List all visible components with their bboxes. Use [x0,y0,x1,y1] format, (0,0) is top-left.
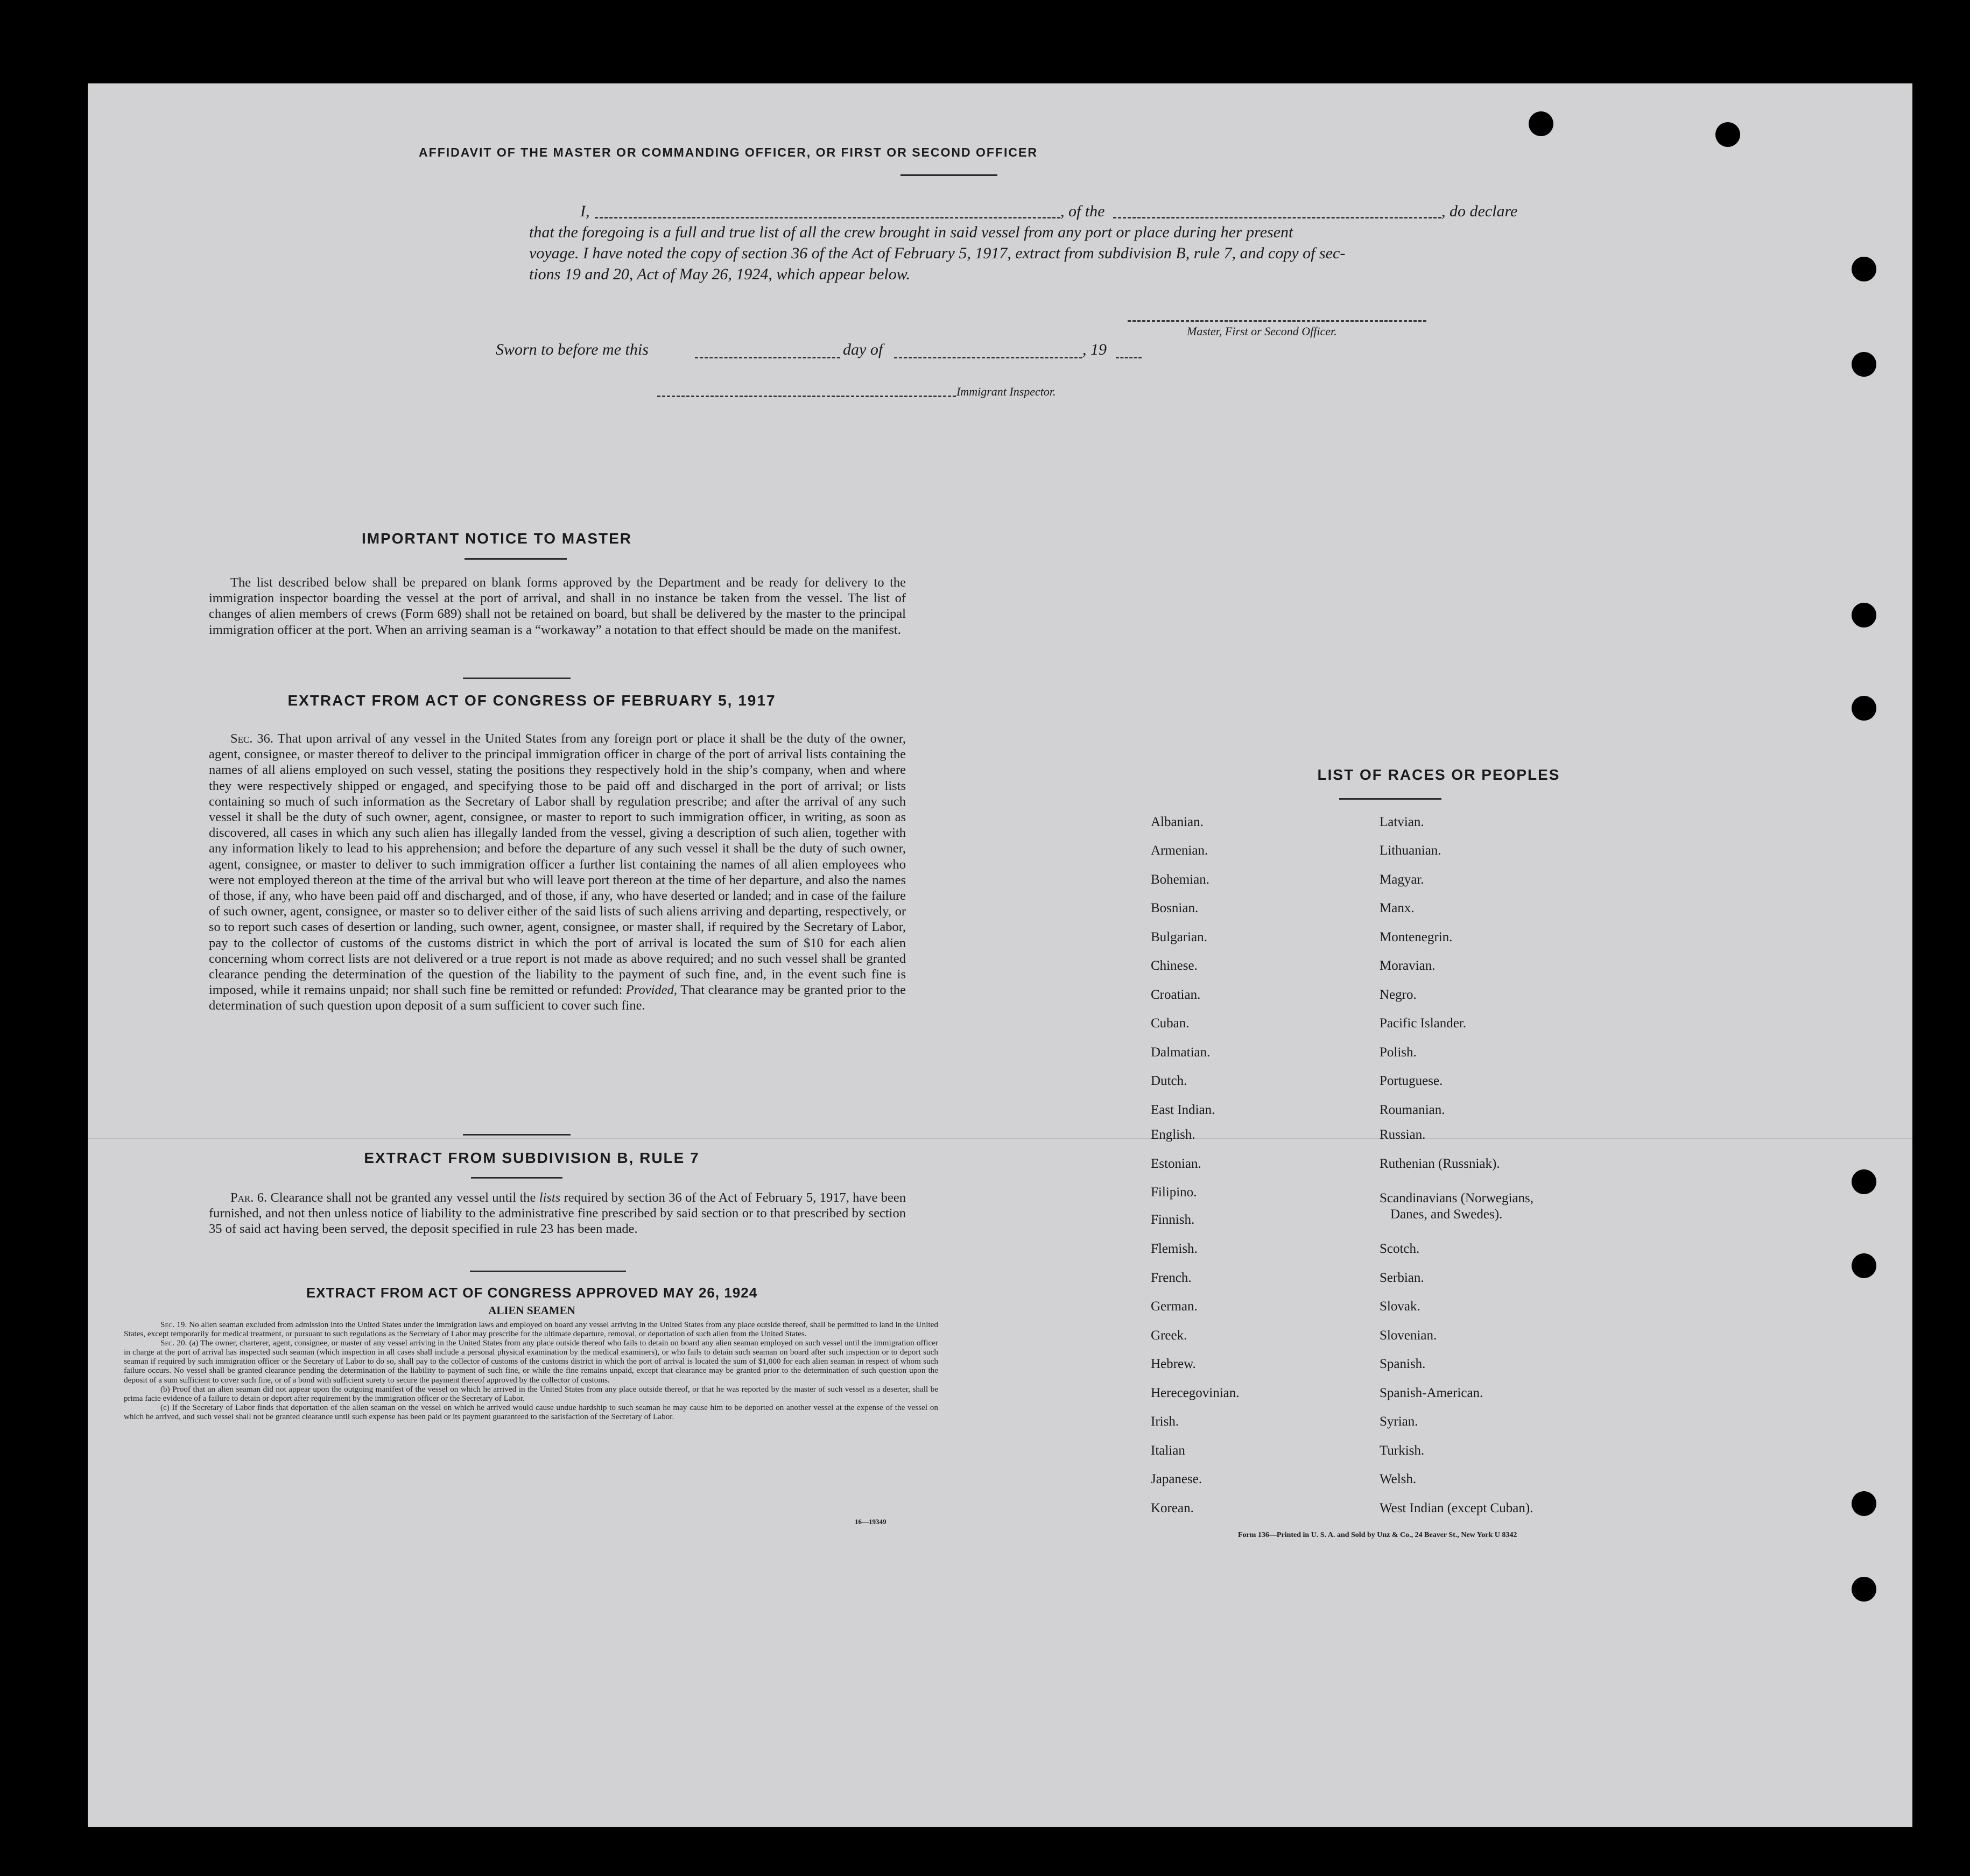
race-item: Bohemian. [1151,872,1210,887]
punch-hole [1852,696,1876,721]
race-item: Albanian. [1151,815,1204,829]
race-item: Spanish-American. [1380,1386,1483,1400]
race-item: Herecegovinian. [1151,1386,1240,1400]
punch-hole [1852,1169,1876,1194]
sec-36-text: That upon arrival of any vessel in the United States from any foreign port or place it shall be the duty of the owner, agent, consignee, or master thereof to deliver to the principal immigration officer in charge of the port of arrival lists containing the names of all aliens employed on such vessel, stating the positions they respectively hold in the ship’s company, when and where they were respectively shipped or engaged, and specifying those to be paid off and discharged in the port of arrival; or lists containing so much of such information as the Secretary of Labor shall by regulation prescribe; and after the arrival of any such vessel it shall be the duty of such owner, agent, consignee, or master to report to such immigration officer, in writing, as soon as discovered, all cases in which any such alien has illegally landed from the vessel, giving a description of such alien, together with any information likely to lead to his apprehension; and before the departure of any such vessel it shall be the duty of such owner, agent, consignee, or master to deliver to such immigration officer a further list containing the names of all alien employees who were not employed thereon at the time of the arrival but who will leave port thereon at the time of her departure, and also the names of those, if any, who have been paid off and discharged, and of those, if any, who have deserted or landed; and in case of the failure of such owner, agent, consignee, or master so to deliver either of the said lists of such aliens arriving and departing, respectively, or so to report such cases of desertion or landing, such owner, agent, consignee, or master shall, if required by the Secretary of Labor, pay to the collector of customs of the customs district in which the port of arrival is located the sum of $10 for each alien concerning whom correct lists are not delivered or a true report is not made as above required; and no such vessel shall be granted clearance pending the determination of the question of the liability to the payment of such fine, and, in the event such fine is imposed, while it remains unpaid; nor shall such fine be remitted or refunded: [209,731,906,998]
races-title: LIST OF RACES OR PEOPLES [1317,766,1560,783]
race-item: English. [1151,1127,1195,1142]
race-item: Estonian. [1151,1156,1201,1171]
punch-hole [1852,1491,1876,1516]
decl-do-declare: , do declare [1441,202,1518,220]
race-item: Bosnian. [1151,901,1199,915]
race-item: Portuguese. [1380,1074,1443,1088]
race-item: Polish. [1380,1045,1417,1060]
form-footer: Form 136—Printed in U. S. A. and Sold by Unz & Co., 24 Beaver St., New York U 8342 [1238,1531,1517,1539]
race-item: Italian [1151,1443,1185,1458]
decl-of-the: , of the [1060,202,1105,220]
race-item: Dutch. [1151,1074,1187,1088]
year-blank [1116,357,1142,358]
race-item: Scandinavians (Norwegians, [1380,1191,1534,1205]
race-item: Turkish. [1380,1443,1425,1458]
race-item: Roumanian. [1380,1103,1445,1117]
race-item: Cuban. [1151,1016,1190,1031]
race-item: Flemish. [1151,1242,1198,1256]
punch-hole [1852,603,1876,627]
document-sheet [88,83,1912,1827]
race-item: Irish. [1151,1414,1179,1429]
race-item: Korean. [1151,1501,1194,1515]
sec-20-label: Sec. 20. [160,1338,187,1348]
sworn-line [496,341,1163,362]
race-item: Armenian. [1151,843,1208,858]
decl-line-4: tions 19 and 20, Act of May 26, 1924, which appear below. [529,265,911,283]
race-item: Welsh. [1380,1472,1417,1486]
fold-line [88,1138,1912,1139]
rule-7-body [209,1190,906,1237]
race-item: Danes, and Swedes). [1390,1207,1503,1222]
races-rule [1339,798,1441,800]
punch-hole [1852,1253,1876,1278]
punch-hole [1852,257,1876,281]
sec-36-end: That clearance may be granted prior to the determination of such question upon deposit of a sum sufficient to cover such fine. [209,983,906,1013]
punch-hole [1715,122,1740,147]
decl-line-2: that the foregoing is a full and true list of all the crew brought in said vessel from any port or place during her present [529,223,1293,241]
race-item: Bulgarian. [1151,930,1207,944]
race-item: Slovenian. [1380,1328,1437,1343]
month-blank [894,357,1082,358]
race-item: Filipino. [1151,1185,1197,1200]
inspector-label: Immigrant Inspector. [956,385,1056,398]
race-item: Ruthenian (Russniak). [1380,1156,1500,1171]
inspector-blank [657,396,956,397]
notice-body: The list described below shall be prepared on blank forms approved by the Department and be ready for delivery to the immigration inspector boarding the vessel at the port of arrival, and shall in no instance be taken from the vessel. The list of changes of alien members of crews (Form 689) shall not be retained on board, but shall be delivered by the master to the principal immigration officer at the port. When an arriving seaman is a “workaway” a notation to that effect should be made on the manifest. [209,575,906,637]
affidavit-title: AFFIDAVIT OF THE MASTER OR COMMANDING OFFICER, OR FIRST OR SECOND OFFICER [419,145,1038,159]
rule-7-end-rule [470,1271,626,1272]
race-item: Magyar. [1380,872,1424,887]
sec-20-a-text: (a) The owner, charterer, agent, consignee, or master of any vessel arriving in the United States from any place outside thereof who fails to detain on board any alien seaman employed on such vessel until the immigration officer in charge at the port of arrival has inspected such seaman (which inspection in all cases shall include a personal physical examination by the medical examiners), or who fails to detain such seaman on board after such inspection or to deport such seaman if required by such immigration officer or the Secretary of Labor to do so, shall pay to the collector of customs of the customs district in which the port of arrival is located the sum of $1,000 for each alien seaman in respect of whom such failure occurs. No vessel shall be granted clearance pending the determination of the liability to payment of such fine, or while the fine remains unpaid, except that clearance may be granted prior to the determination of such question upon the deposit of a sum sufficient to cover such fine, or of a bond with sufficient surety to secure the payment thereof approved by the collector of customs. [124,1338,939,1385]
sworn-day: day of [843,341,883,358]
lists-word: lists [539,1190,561,1205]
race-item: Syrian. [1380,1414,1418,1429]
sec-20-b-text: (b) Proof that an alien seaman did not appear upon the outgoing manifest of the vessel on which he arrived in the United States from any place outside thereof, or that he was reported by the master of such vessel as a deserter, shall be prima facie evidence of a failure to detain or deport after requirement by the immigration officer or the Secretary of Labor. [124,1384,938,1403]
notice-rule [465,558,567,560]
act-1917-body [209,731,906,1014]
punch-hole [1529,111,1553,136]
race-item: East Indian. [1151,1103,1215,1117]
title-rule [900,174,997,176]
race-item: Hebrew. [1151,1357,1196,1371]
race-item: Chinese. [1151,958,1198,973]
decl-line-3: voyage. I have noted the copy of section 36 of the Act of February 5, 1917, extract from subdivision B, rule 7, and copy of sec- [529,244,1346,262]
race-item: Croatian. [1151,988,1201,1002]
race-item: Japanese. [1151,1472,1202,1486]
race-item: Pacific Islander. [1380,1016,1467,1031]
sworn-prefix: Sworn to before me this [496,341,649,358]
sworn-year: , 19 [1082,341,1107,358]
act-1924-title: EXTRACT FROM ACT OF CONGRESS APPROVED MAY 26, 1924 [306,1285,758,1301]
race-item: Negro. [1380,988,1417,1002]
par-6-text-a: Clearance shall not be granted any vessel until the [270,1190,536,1205]
par-6-label: Par. 6. [230,1190,268,1205]
notice-end-rule [463,678,571,679]
rule-7-rule [471,1177,562,1179]
race-item: Greek. [1151,1328,1187,1343]
race-item: Scotch. [1380,1242,1420,1256]
act-1917-end-rule [463,1134,571,1136]
par-6-text-b: required by section 36 of the Act of February 5, 1917, have been furnished, and not then unless notice of liability to the administrative fine prescribed by said section or to that prescribed by section 35 of said act having been served, the deposit specified in rule 23 has been made. [209,1190,906,1237]
race-item: Montenegrin. [1380,930,1453,944]
act-1924-subtitle: ALIEN SEAMEN [488,1304,575,1317]
sec-36-label: Sec. 36. [230,731,273,746]
race-item: Russian. [1380,1127,1426,1142]
provided-word: Provided, [625,983,677,998]
race-item: Dalmatian. [1151,1045,1211,1060]
race-item: Spanish. [1380,1357,1426,1371]
sec-19-label: Sec. 19. [160,1320,187,1329]
sec-20-c-text: (c) If the Secretary of Labor finds that deportation of the alien seaman on the vessel on which he arrived would cause undue hardship to such seaman he may cause him to be deported on another vessel at the expense of the vessel on which he arrived, and such vessel shall not be granted clearance until such expense has been paid or its payment guaranteed to the satisfaction of the Secretary of Labor. [124,1402,938,1421]
race-item: Lithuanian. [1380,843,1441,858]
vessel-blank [1113,217,1441,218]
rule-7-title: EXTRACT FROM SUBDIVISION B, RULE 7 [364,1149,700,1166]
race-item: Manx. [1380,901,1415,915]
race-item: French. [1151,1271,1192,1285]
signature-label: Master, First or Second Officer. [1187,325,1337,338]
decl-i: I, [580,202,590,220]
punch-hole [1852,1577,1876,1602]
race-item: Finnish. [1151,1212,1195,1227]
declaration [443,201,1546,285]
print-code: 16—19349 [855,1518,887,1526]
day-blank [695,357,840,358]
race-item: West Indian (except Cuban). [1380,1501,1533,1515]
race-item: Latvian. [1380,815,1424,829]
sec-19-text: No alien seaman excluded from admission into the United States under the immigration laws and employed on board any vessel arriving in the United States from any place outside thereof, shall be permitted to land in the United States, except temporarily for medical treatment, or pursuant to such regulations as the Secretary of Labor may prescribe for the ultimate departure, removal, or deportation of such alien from the United States. [124,1320,938,1339]
race-item: Moravian. [1380,958,1436,973]
notice-title: IMPORTANT NOTICE TO MASTER [361,530,632,547]
race-item: German. [1151,1299,1198,1314]
act-1924-body [124,1320,938,1421]
punch-hole [1852,352,1876,377]
act-1917-title: EXTRACT FROM ACT OF CONGRESS OF FEBRUARY 5, 1917 [287,692,776,709]
name-blank [595,217,1060,218]
race-item: Slovak. [1380,1299,1420,1314]
signature-blank [1128,320,1426,322]
race-item: Serbian. [1380,1271,1424,1285]
